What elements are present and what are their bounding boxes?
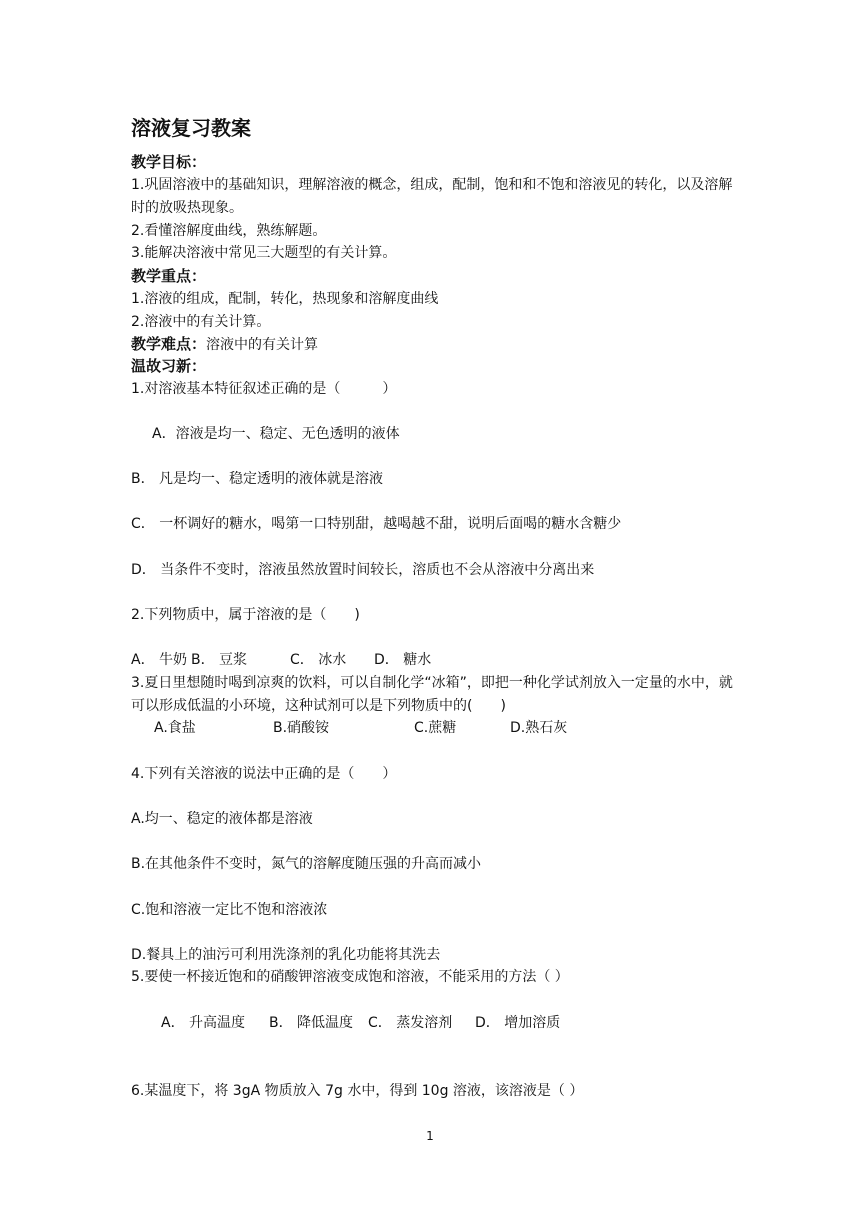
focus-item: 2.溶液中的有关计算。 [131, 314, 271, 330]
question-option: C． 冰水 [290, 652, 347, 668]
question-stem: 3.夏日里想随时喝到凉爽的饮料，可以自制化学“冰箱”，即把一种化学试剂放入一定量的水中，就可以形成低温的小环境，这种试剂可以是下列物质中的( ) [131, 675, 733, 714]
difficulty-label: 教学难点： [131, 335, 207, 353]
question-option: D.熟石灰 [510, 720, 568, 736]
question-option: A．溶液是均一、稳定、无色透明的液体 [152, 426, 400, 442]
question-stem: 2.下列物质中，属于溶液的是（ ) [131, 607, 360, 623]
review-heading: 温故习新： [131, 357, 207, 375]
question-option: D． 增加溶质 [475, 1015, 561, 1031]
question-option: B． 豆浆 [191, 652, 248, 668]
question-stem: 5.要使一杯接近饱和的硝酸钾溶液变成饱和溶液，不能采用的方法（ ） [131, 969, 569, 985]
goal-item: 3.能解决溶液中常见三大题型的有关计算。 [131, 245, 397, 261]
question-option: A． 牛奶 [131, 652, 188, 668]
question-option: A.均一、稳定的液体都是溶液 [131, 811, 313, 827]
question-option: B． 降低温度 [269, 1015, 354, 1031]
doc-title: 溶液复习教案 [131, 116, 251, 140]
question-option: C． 蒸发溶剂 [368, 1015, 453, 1031]
goal-item: 1.巩固溶液中的基础知识，理解溶液的概念，组成，配制，饱和和不饱和溶液见的转化，以及溶解时的放吸热现象。 [131, 177, 733, 216]
question-option: D.餐具上的油污可利用洗涤剂的乳化功能将其洗去 [131, 947, 441, 963]
question-option: C.蔗糖 [414, 720, 457, 736]
question-option: D． 糖水 [374, 652, 432, 668]
question-option: C.饱和溶液一定比不饱和溶液浓 [131, 902, 328, 918]
focus-item: 1.溶液的组成，配制，转化，热现象和溶解度曲线 [131, 291, 439, 307]
page-number: 1 [426, 1129, 434, 1143]
question-option: C． 一杯调好的糖水，喝第一口特别甜，越喝越不甜，说明后面喝的糖水含糖少 [131, 516, 622, 532]
question-option: B． 凡是均一、稳定透明的液体就是溶液 [131, 471, 384, 487]
question-option: B.硝酸铵 [273, 720, 330, 736]
difficulty-text: 溶液中的有关计算 [206, 337, 319, 353]
question-stem: 4.下列有关溶液的说法中正确的是（ ） [131, 766, 397, 782]
difficulty-line [131, 334, 740, 355]
goals-heading: 教学目标： [131, 153, 207, 171]
question-option: D． 当条件不变时，溶液虽然放置时间较长，溶质也不会从溶液中分离出来 [131, 562, 595, 578]
goal-item: 2.看懂溶解度曲线，熟练解题。 [131, 223, 327, 239]
focus-heading: 教学重点： [131, 267, 207, 285]
question-option: A． 升高温度 [161, 1015, 246, 1031]
question-stem: 1.对溶液基本特征叙述正确的是（ ） [131, 381, 397, 397]
question-option: A.食盐 [154, 720, 196, 736]
question-option: B.在其他条件不变时，氮气的溶解度随压强的升高而减小 [131, 856, 482, 872]
question-stem: 6.某温度下，将 3gA 物质放入 7g 水中，得到 10g 溶液，该溶液是（ ） [131, 1083, 584, 1099]
